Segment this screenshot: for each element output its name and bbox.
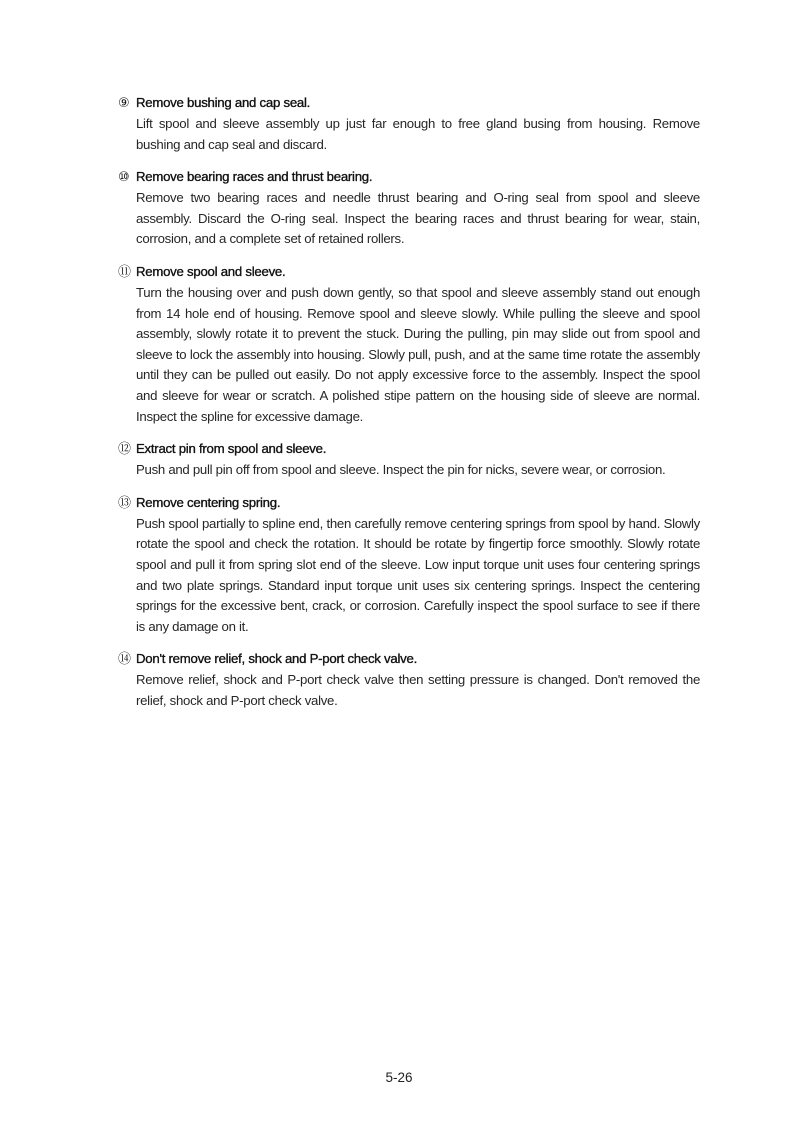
step-body: Remove two bearing races and needle thrust bearing and O-ring seal from spool and sleeve assembly. Discard the O-ring seal. Inspect the bearing races and thrust bearing for wear, stain, corrosion, and a complete set of retained rollers. xyxy=(136,190,700,247)
step-body: Remove relief, shock and P-port check valve then setting pressure is changed. Don't removed the relief, shock and P-port check valve. xyxy=(136,672,700,708)
step-title xyxy=(118,649,700,670)
step-number: ⑫ xyxy=(118,442,131,458)
step-body: Push and pull pin off from spool and sleeve. Inspect the pin for nicks, severe wear, or corrosion. xyxy=(136,462,666,478)
step-heading: Extract pin from spool and sleeve. xyxy=(136,441,327,457)
step-heading: Don't remove relief, shock and P-port check valve. xyxy=(136,651,418,667)
step-title xyxy=(118,439,700,460)
step-number: ⑭ xyxy=(118,652,131,668)
step-11 xyxy=(118,262,700,427)
step-number: ⑬ xyxy=(118,495,131,511)
step-heading: Remove bushing and cap seal. xyxy=(136,95,311,110)
step-body: Turn the housing over and push down gently, so that spool and sleeve assembly stand out enough from 14 hole end of housing. Remove spool and sleeve slowly. While pulling the sleeve and spool assembly, slowly rotate it to prevent the stuck. During the pulling, pin may slide out from spool and sleeve to lock the assembly into housing. Slowly pull, push, and at the same time rotate the assembly until they can be pulled out easily. Do not apply excessive force to the assembly. Inspect the spool and sleeve for wear or scratch. A polished stipe pattern on the housing side of sleeve are normal. Inspect the spline for excessive damage. xyxy=(136,284,700,424)
step-title xyxy=(118,493,700,514)
step-title xyxy=(118,262,700,283)
step-number: ⑨ xyxy=(118,96,130,111)
step-body: Lift spool and sleeve assembly up just far enough to free gland busing from housing. Remove bushing and cap seal and discard. xyxy=(136,116,700,152)
step-14 xyxy=(118,649,700,711)
step-9 xyxy=(118,93,700,155)
step-number: ⑩ xyxy=(118,170,130,186)
step-heading: Remove bearing races and thrust bearing. xyxy=(136,169,373,185)
page-number: 5-26 xyxy=(385,1070,413,1085)
step-heading: Remove spool and sleeve. xyxy=(136,263,286,279)
step-number: ⑪ xyxy=(118,264,131,280)
disassembly-steps xyxy=(118,93,700,723)
step-title xyxy=(118,167,700,188)
step-13 xyxy=(118,493,700,638)
step-title xyxy=(118,93,700,114)
step-10 xyxy=(118,167,700,250)
step-12 xyxy=(118,439,700,481)
step-heading: Remove centering spring. xyxy=(136,494,281,510)
step-body: Push spool partially to spline end, then carefully remove centering springs from spool by hand. Slowly rotate the spool and check the rotation. It should be rotate by fingertip force smoothly. Slowly rotate spool and pull it from spring slot end of the sleeve. Low input torque unit uses four centering springs and two plate springs. Standard input torque unit uses six centering springs. Inspect the centering springs for the excessive bent, crack, or corrosion. Carefully inspect the spool surface to see if there is any damage on it. xyxy=(136,515,700,634)
